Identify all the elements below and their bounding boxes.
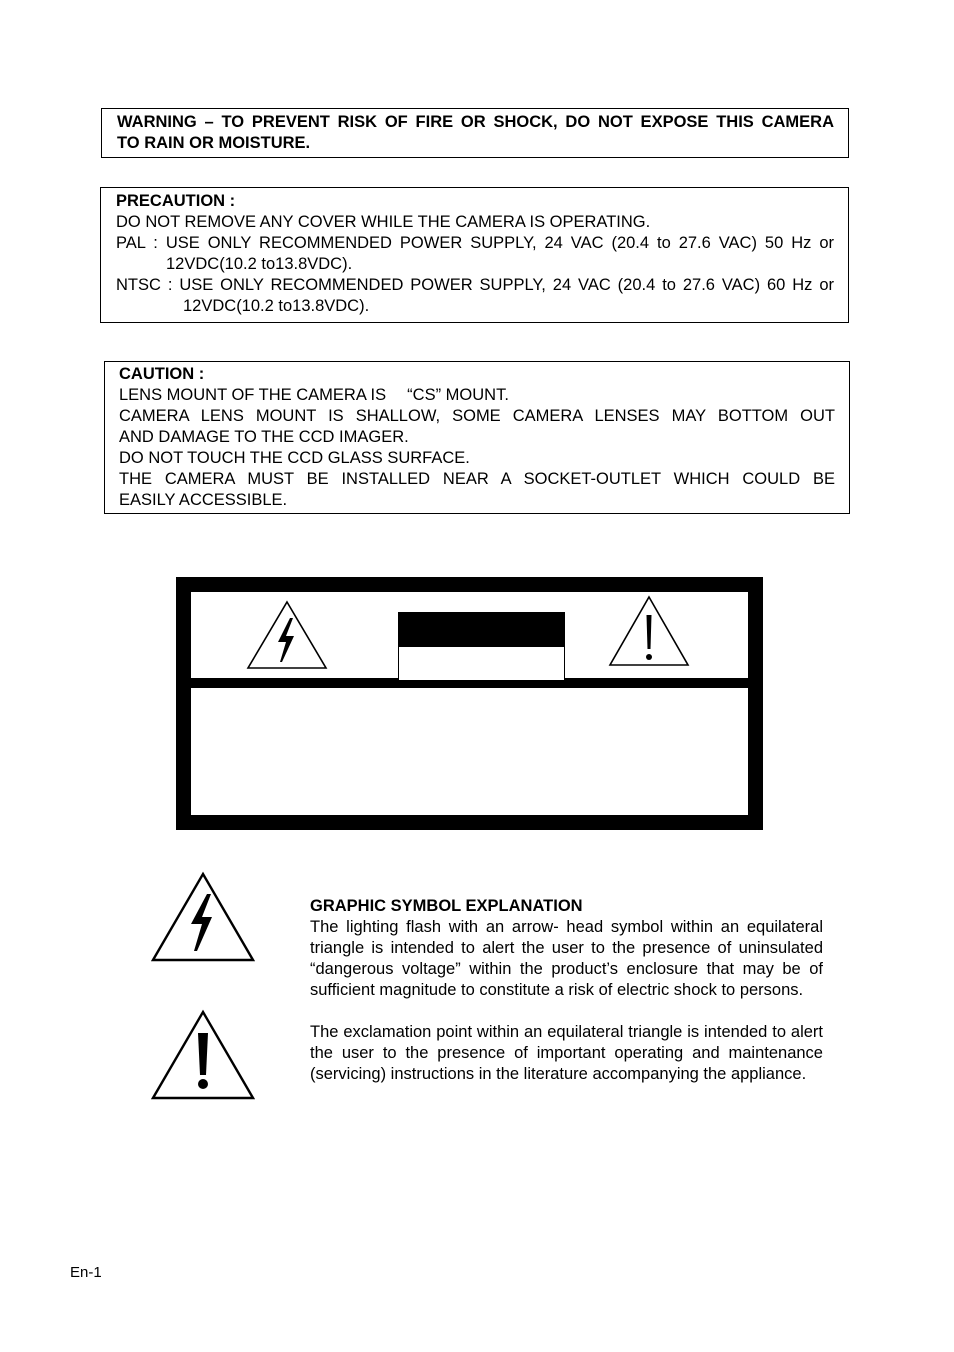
warning-line-2: TO RAIN OR MOISTURE. <box>117 134 311 152</box>
precaution-line-ntsc-dc: 12VDC(10.2 to13.8VDC). <box>183 297 370 315</box>
warning-label-panel <box>176 577 763 830</box>
symbol-explanation <box>310 896 823 1085</box>
caution-line-2: CAMERA LENS MOUNT IS SHALLOW, SOME CAMERA LENSES MAY BOTTOM OUT <box>119 407 835 425</box>
caution-line-5: THE CAMERA MUST BE INSTALLED NEAR A SOCKET-OUTLET WHICH COULD BE <box>119 470 835 488</box>
exclamation-symbol-icon <box>151 1009 255 1101</box>
caution-box <box>104 361 850 514</box>
precaution-title: PRECAUTION : <box>116 192 236 210</box>
lightning-symbol-icon <box>151 871 255 963</box>
precaution-line-pal-dc: 12VDC(10.2 to13.8VDC). <box>166 255 353 273</box>
page-number: En-1 <box>70 1264 102 1281</box>
precaution-line-ntsc: NTSC : USE ONLY RECOMMENDED POWER SUPPLY, 24 VAC (20.4 to 27.6 VAC) 60 Hz or <box>116 276 834 294</box>
warning-label-header <box>191 592 748 678</box>
caution-line-6: EASILY ACCESSIBLE. <box>119 491 288 509</box>
caution-line-3: AND DAMAGE TO THE CCD IMAGER. <box>119 428 409 446</box>
warning-label-body <box>191 688 748 815</box>
lightning-explanation: The lighting flash with an arrow- head symbol within an equilateral triangle is intended to alert the user to the presence of uninsulated “dangerous voltage” within the product’s enclosure that may be of sufficient magnitude to constitute a risk of electric shock to persons. <box>310 918 823 999</box>
caution-title: CAUTION : <box>119 365 205 383</box>
caution-line-1: LENS MOUNT OF THE CAMERA IS “CS” MOUNT. <box>119 386 509 404</box>
precaution-box <box>100 187 849 323</box>
caution-line-4: DO NOT TOUCH THE CCD GLASS SURFACE. <box>119 449 470 467</box>
precaution-line-1: DO NOT REMOVE ANY COVER WHILE THE CAMERA IS OPERATING. <box>116 213 651 231</box>
lightning-triangle-icon <box>246 600 328 670</box>
exclamation-explanation: The exclamation point within an equilateral triangle is intended to alert the user to the presence of important operating and maintenance (servicing) instructions in the literature accompanying the appliance. <box>310 1023 823 1083</box>
symbol-explanation-heading: GRAPHIC SYMBOL EXPLANATION <box>310 897 583 915</box>
precaution-line-pal: PAL : USE ONLY RECOMMENDED POWER SUPPLY, 24 VAC (20.4 to 27.6 VAC) 50 Hz or <box>116 234 834 252</box>
exclamation-triangle-icon <box>608 595 690 667</box>
warning-line-1: WARNING – TO PREVENT RISK OF FIRE OR SHOCK, DO NOT EXPOSE THIS CAMERA <box>117 113 834 131</box>
warning-label-title-box <box>398 612 565 681</box>
warning-box <box>101 108 849 158</box>
warning-label-title-bar <box>399 613 564 647</box>
